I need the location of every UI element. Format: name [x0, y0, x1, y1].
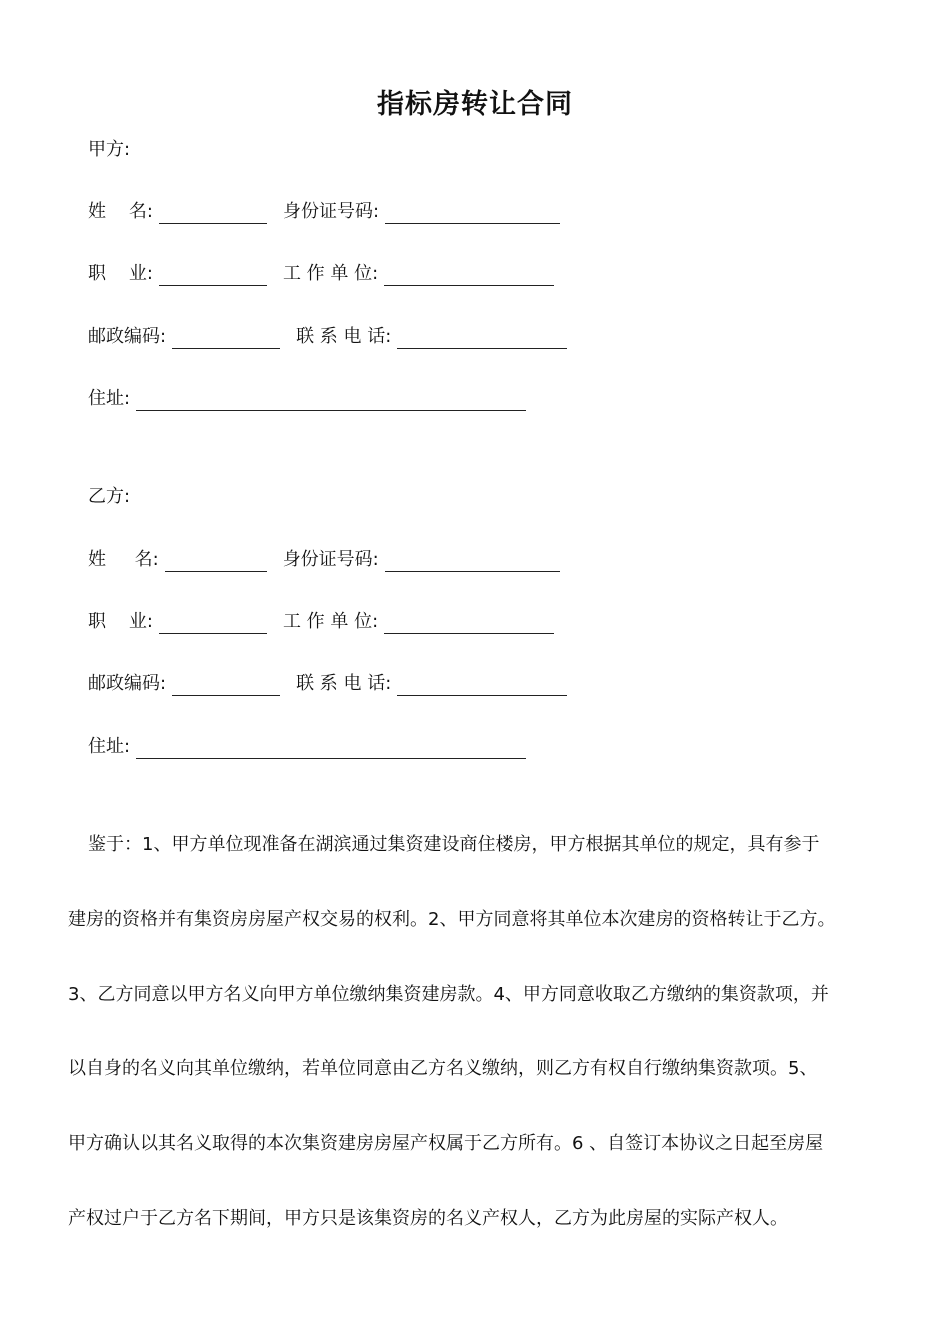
party-b-id-field[interactable]: [385, 551, 560, 572]
party-a-address-label: 住址:: [88, 388, 131, 409]
party-b-work-label: 工 作 单 位:: [282, 611, 379, 632]
party-a-work-field[interactable]: [384, 265, 554, 286]
party-b-name-label: 姓 名:: [88, 549, 159, 570]
party-b-name-field[interactable]: [165, 551, 267, 572]
party-b-header: [88, 485, 130, 509]
party-a-work-label: 工 作 单 位:: [282, 263, 379, 284]
party-a-name-label: 姓 名:: [88, 201, 153, 222]
party-b-postcode-label: 邮政编码:: [88, 673, 167, 694]
party-a-id-label: 身份证号码:: [282, 201, 380, 222]
party-b-phone-field[interactable]: [397, 675, 567, 696]
body-line: 3、乙方同意以甲方名义向甲方单位缴纳集资建房款。4、甲方同意收取乙方缴纳的集资款项，并: [68, 984, 829, 1005]
party-b-postcode-row: [88, 672, 567, 696]
body-line: 产权过户于乙方名下期间，甲方只是该集资房的名义产权人，乙方为此房屋的实际产权人。: [68, 1208, 788, 1229]
party-b-phone-label: 联 系 电 话:: [296, 673, 392, 694]
party-b-job-field[interactable]: [159, 613, 267, 634]
party-b-address-row: [88, 735, 526, 759]
party-a-postcode-label: 邮政编码:: [88, 326, 167, 347]
page-title: 指标房转让合同: [377, 89, 573, 120]
body-line: 以自身的名义向其单位缴纳，若单位同意由乙方名义缴纳，则乙方有权自行缴纳集资款项。5、: [68, 1058, 818, 1079]
party-b-job-row: [88, 610, 554, 634]
party-a-postcode-field[interactable]: [172, 328, 280, 349]
party-b-header-label: 乙方:: [88, 486, 131, 507]
party-a-id-field[interactable]: [385, 203, 560, 224]
party-a-postcode-row: [88, 325, 567, 349]
body-line: 甲方确认以其名义取得的本次集资建房房屋产权属于乙方所有。6 、自签订本协议之日起至房屋: [68, 1133, 824, 1154]
party-b-id-label: 身份证号码:: [282, 549, 379, 570]
party-a-phone-field[interactable]: [397, 328, 567, 349]
party-b-address-label: 住址:: [88, 736, 131, 757]
party-a-job-row: [88, 262, 554, 286]
party-b-address-field[interactable]: [136, 738, 526, 759]
party-a-header: [88, 138, 130, 162]
party-a-name-field[interactable]: [159, 203, 267, 224]
party-a-header-label: 甲方:: [88, 139, 131, 160]
party-a-job-field[interactable]: [159, 265, 267, 286]
body-line: 鉴于：1、甲方单位现准备在湖滨通过集资建设商住楼房，甲方根据其单位的规定，具有参于: [88, 834, 820, 855]
body-line: 建房的资格并有集资房房屋产权交易的权利。2、甲方同意将其单位本次建房的资格转让于乙方。: [68, 909, 836, 930]
party-a-phone-label: 联 系 电 话:: [296, 326, 392, 347]
party-a-job-label: 职 业:: [88, 263, 153, 284]
party-b-job-label: 职 业:: [88, 611, 153, 632]
party-b-name-row: [88, 548, 560, 572]
party-a-address-field[interactable]: [136, 390, 526, 411]
party-a-address-row: [88, 387, 526, 411]
party-a-name-row: [88, 200, 560, 224]
party-b-work-field[interactable]: [384, 613, 554, 634]
party-b-postcode-field[interactable]: [172, 675, 280, 696]
